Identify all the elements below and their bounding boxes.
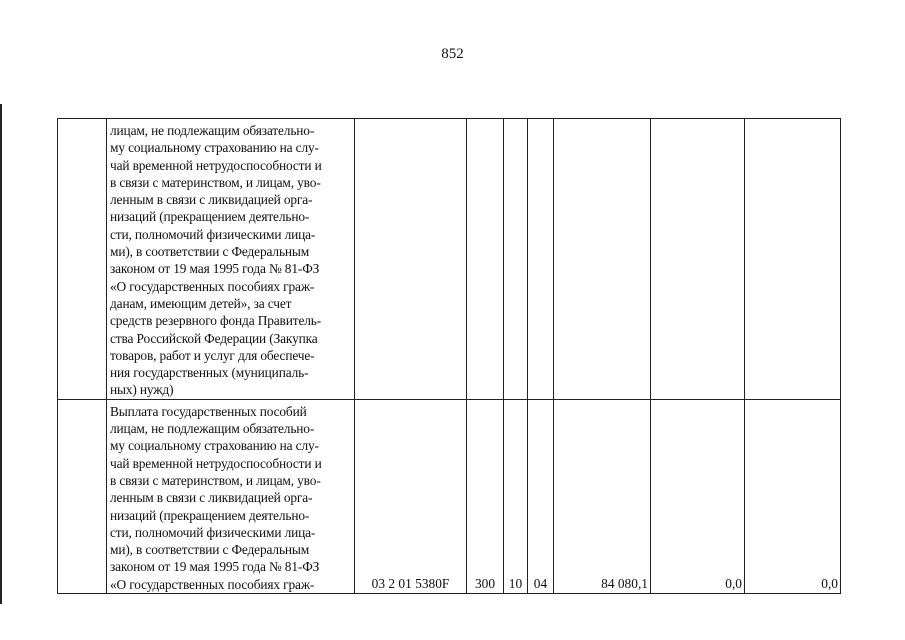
row-number-cell — [58, 119, 107, 400]
description-cell: Выплата государственных пособий лицам, не подлежащим обязательно- му социальному страхованию на слу- чай временной нетрудоспособности и в связи с материнством, и лицам, уво- ленным в связи с ликвидацией орга- низаций (прекращением деятельно- сти, полномочий физическими лица- ми), в соответствии с Федеральным законом от 19 мая 1995 года № 81-ФЗ «О государственных пособиях граж- — [107, 399, 355, 593]
amount-3-cell: 0,0 — [745, 399, 841, 593]
amount-1-cell: 84 080,1 — [554, 399, 651, 593]
table-row — [58, 119, 841, 400]
amount-3-cell — [745, 119, 841, 400]
vr-cell — [467, 119, 504, 400]
amount-2-cell: 0,0 — [651, 399, 745, 593]
left-margin-rule — [0, 104, 2, 604]
description-cell: лицам, не подлежащим обязательно- му социальному страхованию на слу- чай временной нетрудоспособности и в связи с материнством, и лицам, уво- ленным в связи с ликвидацией орга- низаций (прекращением деятельно- сти, полномочий физическими лица- ми), в соответствии с Федеральным законом от 19 мая 1995 года № 81-ФЗ «О государственных пособиях граж- данам, имеющим детей», за счет средств резервного фонда Правитель- ства Российской Федерации (Закупка товаров, работ и услуг для обеспече- ния государственных (муниципаль- ных) нужд) — [107, 119, 355, 400]
amount-1-cell — [554, 119, 651, 400]
vr-cell: 300 — [467, 399, 504, 593]
page-number: 852 — [441, 46, 464, 62]
amount-2-cell — [651, 119, 745, 400]
table-row — [58, 399, 841, 593]
budget-table — [57, 118, 841, 594]
pr-cell: 04 — [528, 399, 554, 593]
rz-cell: 10 — [504, 399, 528, 593]
pr-cell — [528, 119, 554, 400]
csr-cell — [355, 119, 467, 400]
rz-cell — [504, 119, 528, 400]
csr-cell: 03 2 01 5380F — [355, 399, 467, 593]
row-number-cell — [58, 399, 107, 593]
